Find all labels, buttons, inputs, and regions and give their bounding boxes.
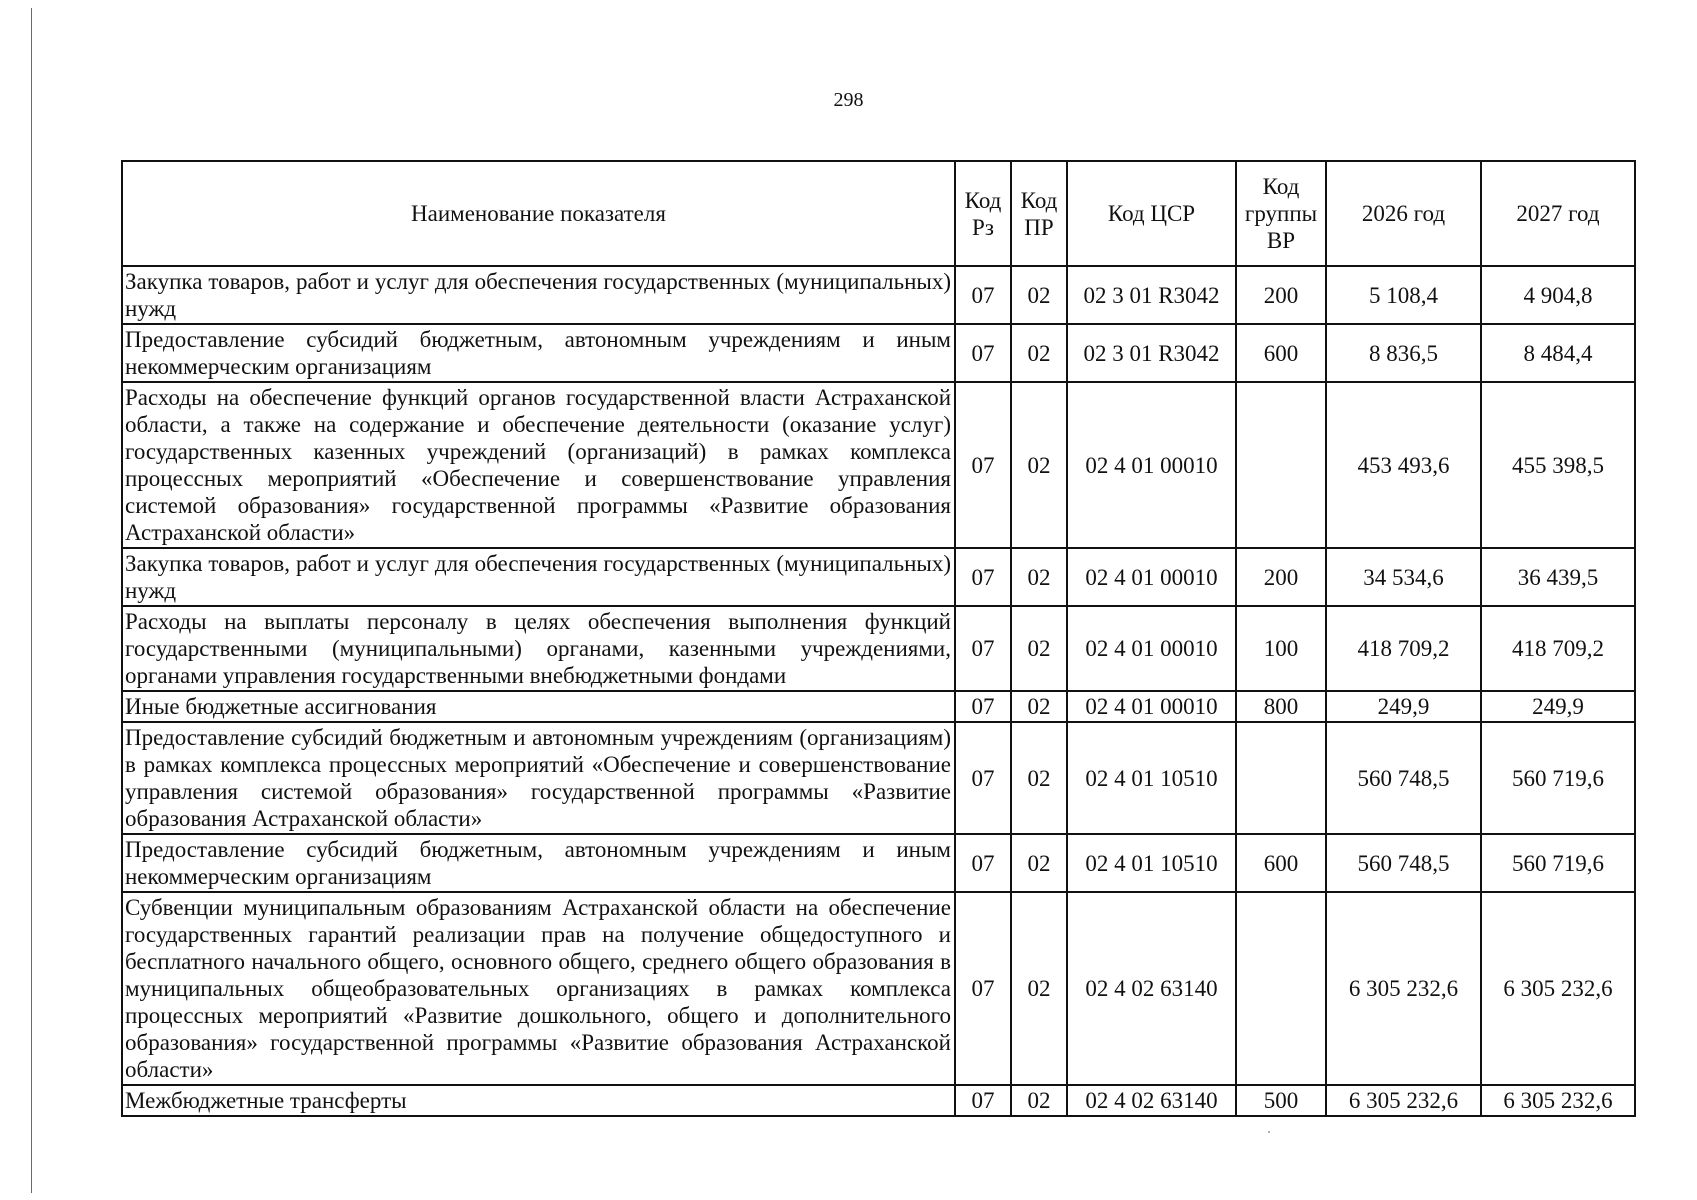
row-2027: 455 398,5 <box>1481 382 1635 548</box>
row-name: Расходы на выплаты персоналу в целях обеспечения выполнения функций государственными (муниципальными) органами, казенными учреждениями, органами управления государственными внебюджетными фондами <box>122 606 955 691</box>
row-pr: 02 <box>1011 892 1067 1085</box>
table-row <box>122 691 1635 722</box>
row-2027: 4 904,8 <box>1481 266 1635 324</box>
budget-table <box>121 160 1636 1117</box>
row-rz: 07 <box>955 1085 1011 1116</box>
table-row <box>122 892 1635 1085</box>
table-header-row <box>122 161 1635 266</box>
row-rz: 07 <box>955 382 1011 548</box>
row-2026: 6 305 232,6 <box>1326 1085 1481 1116</box>
row-rz: 07 <box>955 266 1011 324</box>
row-pr: 02 <box>1011 382 1067 548</box>
row-rz: 07 <box>955 606 1011 691</box>
row-2026: 249,9 <box>1326 691 1481 722</box>
row-2026: 453 493,6 <box>1326 382 1481 548</box>
row-name: Закупка товаров, работ и услуг для обеспечения государственных (муниципальных) нужд <box>122 548 955 606</box>
row-vr: 800 <box>1236 691 1326 722</box>
row-csr: 02 4 01 10510 <box>1067 722 1236 834</box>
row-2026: 418 709,2 <box>1326 606 1481 691</box>
row-vr <box>1236 892 1326 1085</box>
row-2027: 560 719,6 <box>1481 722 1635 834</box>
row-csr: 02 4 01 00010 <box>1067 548 1236 606</box>
row-rz: 07 <box>955 548 1011 606</box>
header-pr: Код ПР <box>1011 161 1067 266</box>
row-pr: 02 <box>1011 324 1067 382</box>
table-row <box>122 324 1635 382</box>
row-2027: 8 484,4 <box>1481 324 1635 382</box>
row-rz: 07 <box>955 722 1011 834</box>
row-name: Предоставление субсидий бюджетным и автономным учреждениям (организациям) в рамках комплекса процессных мероприятий «Обеспечение и совершенствование управления системой образования» государственной программы «Развитие образования Астраханской области» <box>122 722 955 834</box>
table-row <box>122 382 1635 548</box>
row-rz: 07 <box>955 691 1011 722</box>
table-row <box>122 1085 1635 1116</box>
row-pr: 02 <box>1011 548 1067 606</box>
row-2026: 34 534,6 <box>1326 548 1481 606</box>
row-vr: 600 <box>1236 324 1326 382</box>
row-2027: 6 305 232,6 <box>1481 1085 1635 1116</box>
row-csr: 02 4 01 00010 <box>1067 382 1236 548</box>
header-2027: 2027 год <box>1481 161 1635 266</box>
row-pr: 02 <box>1011 722 1067 834</box>
row-rz: 07 <box>955 892 1011 1085</box>
row-vr: 200 <box>1236 548 1326 606</box>
table-row <box>122 606 1635 691</box>
row-vr: 600 <box>1236 834 1326 892</box>
row-2026: 560 748,5 <box>1326 834 1481 892</box>
row-csr: 02 3 01 R3042 <box>1067 324 1236 382</box>
header-vr: Код группы ВР <box>1236 161 1326 266</box>
row-2026: 560 748,5 <box>1326 722 1481 834</box>
row-rz: 07 <box>955 834 1011 892</box>
header-2026: 2026 год <box>1326 161 1481 266</box>
row-name: Субвенции муниципальным образованиям Астраханской области на обеспечение государственных гарантий реализации прав на получение общедоступного и бесплатного начального общего, основного общего, среднего общего образования в муниципальных общеобразовательных организациях в рамках комплекса процессных мероприятий «Развитие дошкольного, общего и дополнительного образования» государственной программы «Развитие образования Астраханской области» <box>122 892 955 1085</box>
row-name: Предоставление субсидий бюджетным, автономным учреждениям и иным некоммерческим организациям <box>122 834 955 892</box>
table-row <box>122 722 1635 834</box>
row-pr: 02 <box>1011 834 1067 892</box>
table-row <box>122 548 1635 606</box>
row-csr: 02 3 01 R3042 <box>1067 266 1236 324</box>
row-pr: 02 <box>1011 266 1067 324</box>
row-vr: 200 <box>1236 266 1326 324</box>
row-name: Предоставление субсидий бюджетным, автономным учреждениям и иным некоммерческим организациям <box>122 324 955 382</box>
row-2026: 5 108,4 <box>1326 266 1481 324</box>
row-2026: 6 305 232,6 <box>1326 892 1481 1085</box>
row-2026: 8 836,5 <box>1326 324 1481 382</box>
header-rz: Код Рз <box>955 161 1011 266</box>
row-2027: 560 719,6 <box>1481 834 1635 892</box>
row-csr: 02 4 01 00010 <box>1067 606 1236 691</box>
row-2027: 36 439,5 <box>1481 548 1635 606</box>
header-csr: Код ЦСР <box>1067 161 1236 266</box>
row-vr: 100 <box>1236 606 1326 691</box>
row-csr: 02 4 01 00010 <box>1067 691 1236 722</box>
row-csr: 02 4 02 63140 <box>1067 892 1236 1085</box>
row-name: Межбюджетные трансферты <box>122 1085 955 1116</box>
row-vr <box>1236 722 1326 834</box>
row-2027: 249,9 <box>1481 691 1635 722</box>
page-number: 298 <box>833 89 864 111</box>
row-rz: 07 <box>955 324 1011 382</box>
row-vr <box>1236 382 1326 548</box>
row-pr: 02 <box>1011 1085 1067 1116</box>
row-name: Закупка товаров, работ и услуг для обеспечения государственных (муниципальных) нужд <box>122 266 955 324</box>
left-margin-rule <box>31 8 32 1193</box>
row-vr: 500 <box>1236 1085 1326 1116</box>
row-csr: 02 4 01 10510 <box>1067 834 1236 892</box>
row-name: Расходы на обеспечение функций органов государственной власти Астраханской области, а также на содержание и обеспечение деятельности (оказание услуг) государственных казенных учреждений (организаций) в рамках комплекса процессных мероприятий «Обеспечение и совершенствование управления системой образования» государственной программы «Развитие образования Астраханской области» <box>122 382 955 548</box>
table-row <box>122 834 1635 892</box>
row-csr: 02 4 02 63140 <box>1067 1085 1236 1116</box>
row-pr: 02 <box>1011 691 1067 722</box>
row-pr: 02 <box>1011 606 1067 691</box>
row-name: Иные бюджетные ассигнования <box>122 691 955 722</box>
table-row <box>122 266 1635 324</box>
header-name: Наименование показателя <box>122 161 955 266</box>
row-2027: 418 709,2 <box>1481 606 1635 691</box>
row-2027: 6 305 232,6 <box>1481 892 1635 1085</box>
scan-speck <box>1268 1131 1270 1133</box>
